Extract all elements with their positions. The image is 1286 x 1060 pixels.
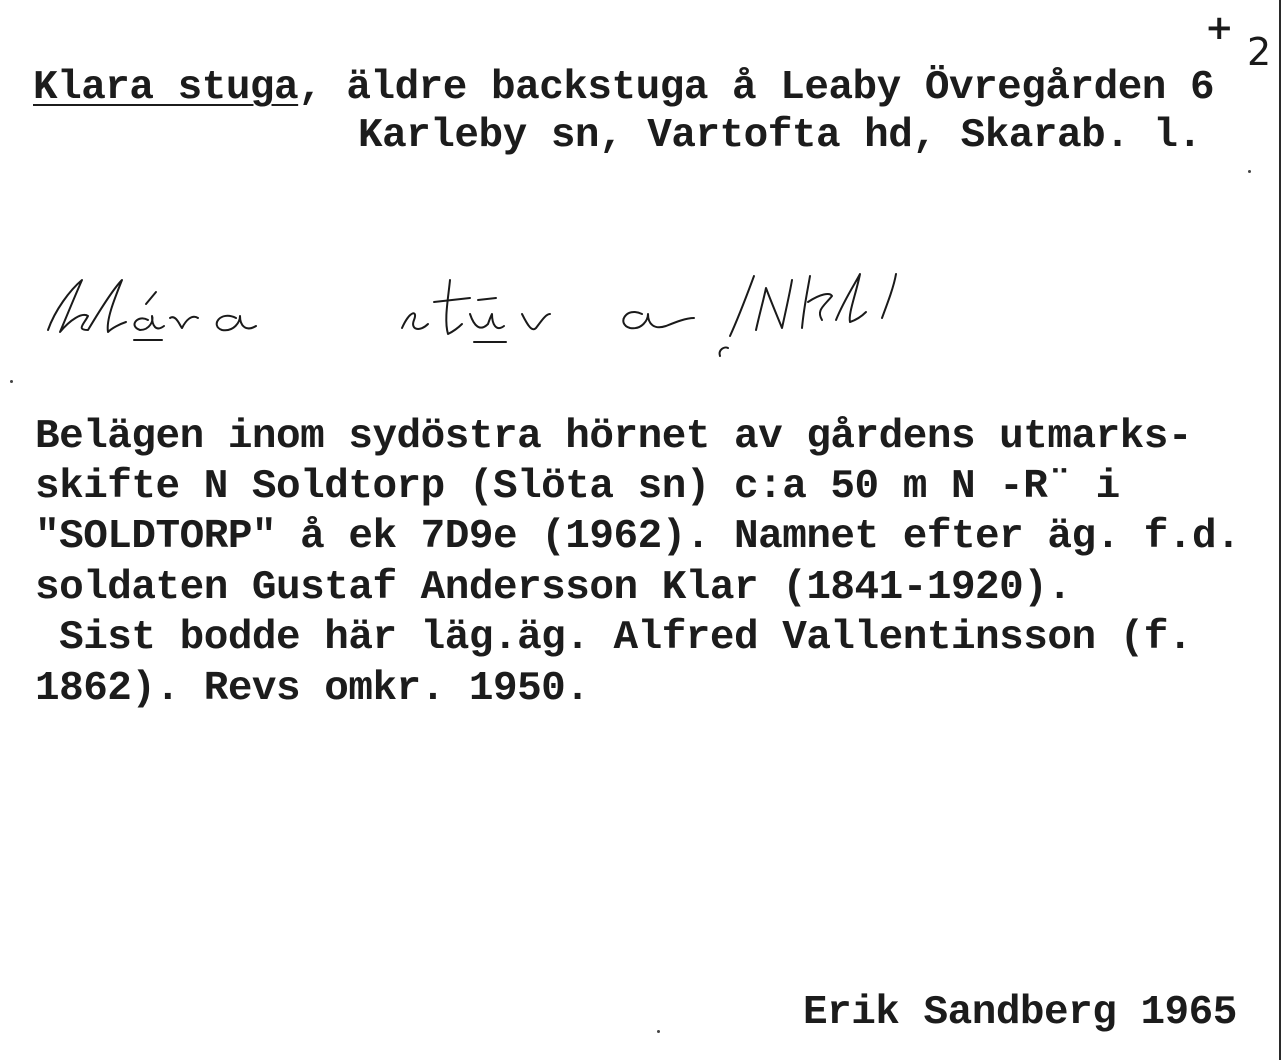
plus-mark: + [1205, 8, 1234, 48]
card-right-edge [1279, 0, 1281, 1060]
body-line-3: "SOLDTORP" å ek 7D9e (1962). Namnet efter äg. f.d. [35, 514, 1241, 560]
handwritten-pronunciation [30, 240, 930, 370]
body-line-6: 1862). Revs omkr. 1950. [35, 666, 590, 712]
place-name: Klara stuga [33, 65, 299, 111]
header-line-2: Karleby sn, Vartofta hd, Skarab. l. [358, 113, 1202, 159]
header-superscript: 2 [1247, 30, 1272, 74]
body-line-4: soldaten Gustaf Andersson Klar (1841-1920). [35, 565, 1072, 611]
body-line-1: Belägen inom sydöstra hörnet av gårdens utmarks- [35, 414, 1192, 460]
speck [10, 380, 13, 383]
header-description: , äldre backstuga å Leaby Övregården 6 [298, 65, 1215, 111]
signature: Erik Sandberg 1965 [803, 990, 1237, 1036]
body-line-2: skifte N Soldtorp (Slöta sn) c:a 50 m N -R¨ i [35, 464, 1120, 510]
body-line-5: Sist bodde här läg.äg. Alfred Vallentinsson (f. [35, 615, 1192, 661]
header-line-1 [33, 63, 1214, 113]
speck [1248, 170, 1251, 173]
speck [657, 1030, 660, 1033]
